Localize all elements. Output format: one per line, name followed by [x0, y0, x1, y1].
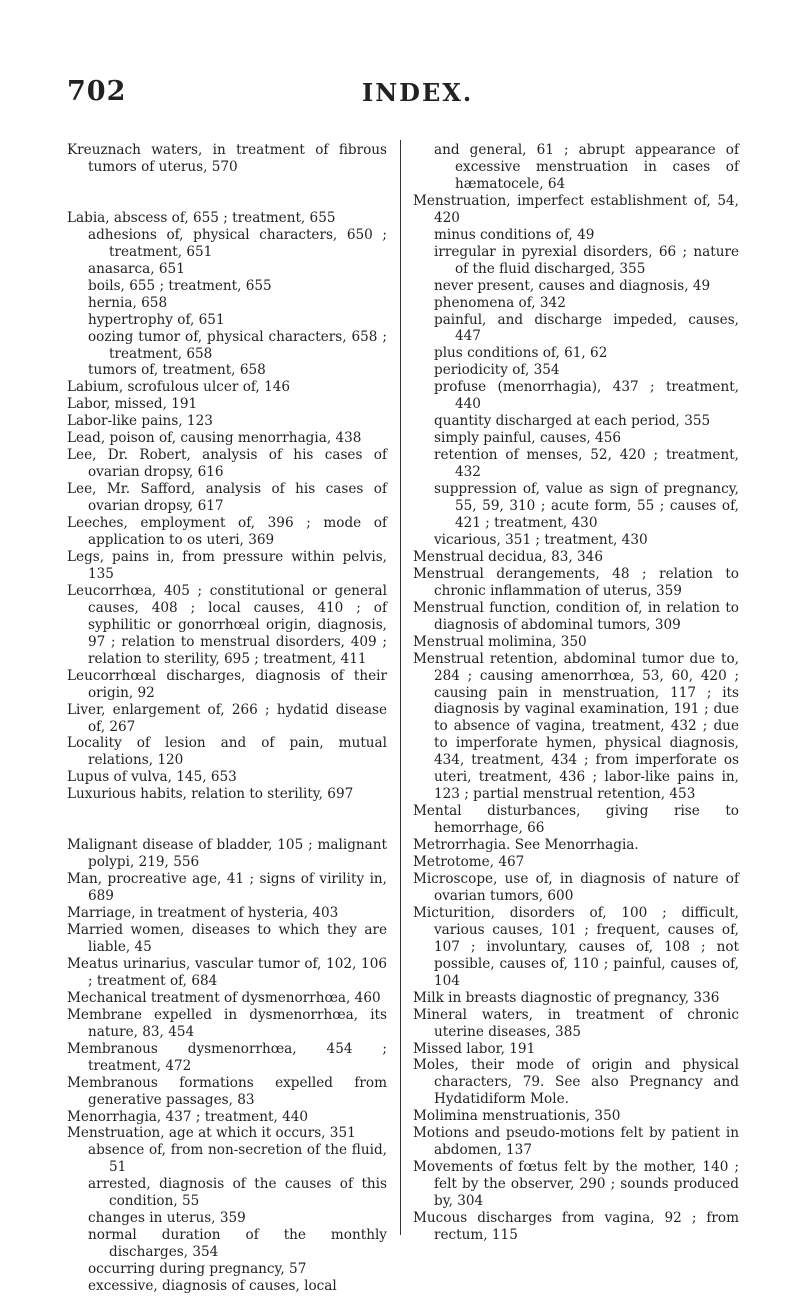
index-entry: Labor-like pains, 123 — [67, 413, 213, 430]
section-gap — [67, 176, 387, 210]
index-entry: Meatus urinarius, vascular tumor of, 102, 106 ; treatment of, 684 — [67, 955, 387, 989]
index-subentry: minus conditions of, 49 — [434, 226, 595, 243]
section-gap — [67, 803, 387, 837]
index-subentry: normal duration of the monthly discharges, 354 — [88, 1227, 387, 1261]
index-subentry: oozing tumor of, physical characters, 658 ; treatment, 658 — [88, 328, 387, 362]
index-entry: Mental disturbances, giving rise to hemorrhage, 66 — [413, 803, 739, 837]
index-column-right — [413, 142, 739, 1244]
index-entry: Missed labor, 191 — [413, 1040, 536, 1057]
index-subentry: suppression of, value as sign of pregnancy, 55, 59, 310 ; acute form, 55 ; causes of, 421 ; treatment, 430 — [434, 481, 739, 531]
index-entry: Lead, poison of, causing menorrhagia, 438 — [67, 430, 362, 447]
index-entry: Labor, missed, 191 — [67, 396, 198, 413]
index-entry: Liver, enlargement of, 266 ; hydatid disease of, 267 — [67, 701, 387, 735]
index-subentry: profuse (menorrhagia), 437 ; treatment, 440 — [434, 379, 739, 413]
index-entry: Leucorrhœa, 405 ; constitutional or general causes, 408 ; local causes, 410 ; of syphilitic or gonorrhœal origin, diagnosis, 97 ; relation to menstrual disorders, 409 ; relation to sterility, 695 ; treatment, 411 — [67, 582, 387, 667]
index-entry: Menstrual molimina, 350 — [413, 633, 587, 650]
index-entry: Membrane expelled in dysmenorrhœa, its nature, 83, 454 — [67, 1006, 387, 1040]
index-entry: Moles, their mode of origin and physical characters, 79. See also Pregnancy and Hydatidiform Mole. — [413, 1057, 739, 1108]
column-divider — [400, 140, 401, 1235]
index-subentry: absence of, from non-secretion of the fluid, 51 — [88, 1142, 387, 1176]
index-entry: Molimina menstruationis, 350 — [413, 1108, 621, 1125]
index-entry: Microscope, use of, in diagnosis of nature of ovarian tumors, 600 — [413, 870, 739, 904]
index-subentry: quantity discharged at each period, 355 — [434, 413, 711, 430]
index-entry: Menstrual function, condition of, in relation to diagnosis of abdominal tumors, 309 — [413, 599, 739, 633]
index-subentry: periodicity of, 354 — [434, 362, 560, 379]
index-column-left — [67, 142, 387, 1295]
index-subentry: vicarious, 351 ; treatment, 430 — [434, 531, 648, 548]
index-entry: Luxurious habits, relation to sterility, 697 — [67, 786, 354, 803]
index-entry: Milk in breasts diagnostic of pregnancy, 336 — [413, 989, 720, 1006]
index-entry: Membranous dysmenorrhœa, 454 ; treatment, 472 — [67, 1040, 387, 1074]
page-header — [67, 76, 739, 112]
index-entry: Menorrhagia, 437 ; treatment, 440 — [67, 1108, 309, 1125]
index-subentry: hernia, 658 — [88, 294, 168, 311]
index-entry: Lee, Dr. Robert, analysis of his cases of ovarian dropsy, 616 — [67, 447, 387, 481]
index-entry: Lupus of vulva, 145, 653 — [67, 769, 237, 786]
index-entry: Mechanical treatment of dysmenorrhœa, 460 — [67, 989, 381, 1006]
index-entry: Leeches, employment of, 396 ; mode of application to os uteri, 369 — [67, 515, 387, 549]
index-entry: Micturition, disorders of, 100 ; difficult, various causes, 101 ; frequent, causes of, 107 ; involuntary, causes of, 108 ; not possible, causes of, 110 ; painful, causes of, 104 — [413, 904, 739, 989]
index-entry: Lee, Mr. Safford, analysis of his cases of ovarian dropsy, 617 — [67, 481, 387, 515]
index-entry: Menstrual decidua, 83, 346 — [413, 548, 603, 565]
index-entry: Malignant disease of bladder, 105 ; malignant polypi, 219, 556 — [67, 837, 387, 871]
index-subentry: painful, and discharge impeded, causes, 447 — [434, 311, 739, 345]
index-entry: Labia, abscess of, 655 ; treatment, 655 — [67, 209, 336, 226]
index-entry: Legs, pains in, from pressure within pelvis, 135 — [67, 548, 387, 582]
index-subentry: adhesions of, physical characters, 650 ; treatment, 651 — [88, 226, 387, 260]
index-entry: Mineral waters, in treatment of chronic uterine diseases, 385 — [413, 1006, 739, 1040]
index-entry: Menstruation, age at which it occurs, 351 — [67, 1125, 356, 1142]
page-title: INDEX. — [362, 78, 474, 107]
index-subentry: boils, 655 ; treatment, 655 — [88, 277, 272, 294]
index-entry: Leucorrhœal discharges, diagnosis of their origin, 92 — [67, 667, 387, 701]
index-entry: Metrotome, 467 — [413, 854, 525, 871]
index-entry: Locality of lesion and of pain, mutual relations, 120 — [67, 735, 387, 769]
index-subentry: plus conditions of, 61, 62 — [434, 345, 608, 362]
index-entry: Mucous discharges from vagina, 92 ; from rectum, 115 — [413, 1210, 739, 1243]
index-entry: Marriage, in treatment of hysteria, 403 — [67, 905, 339, 922]
index-entry: Menstrual retention, abdominal tumor due to, 284 ; causing amenorrhœa, 53, 60, 420 ; causing pain in menstruation, 117 ; its diagnosis by vaginal examination, 191 ; due to absence of vagina, treatment, 432 ; due to imperforate hymen, physical diagnosis, 434, treatment, 434 ; from imperforate os uteri, treatment, 436 ; labor-like pains in, 123 ; partial menstrual retention, 453 — [413, 650, 739, 803]
index-subentry: retention of menses, 52, 420 ; treatment, 432 — [434, 447, 739, 481]
index-subentry: anasarca, 651 — [88, 260, 185, 277]
index-subentry: changes in uterus, 359 — [88, 1210, 246, 1227]
index-subentry: irregular in pyrexial disorders, 66 ; nature of the fluid discharged, 355 — [434, 243, 739, 277]
index-subentry: hypertrophy of, 651 — [88, 311, 225, 328]
index-entry: Membranous formations expelled from generative passages, 83 — [67, 1074, 387, 1108]
index-subentry: phenomena of, 342 — [434, 294, 566, 311]
index-subentry: and general, 61 ; abrupt appearance of excessive menstruation in cases of hæmatocele, 64 — [434, 142, 739, 192]
page-number: 702 — [67, 76, 127, 107]
index-subentry: excessive, diagnosis of causes, local — [88, 1278, 337, 1295]
index-subentry: simply painful, causes, 456 — [434, 430, 622, 447]
index-subentry: occurring during pregnancy, 57 — [88, 1261, 307, 1278]
index-subentry: never present, causes and diagnosis, 49 — [434, 277, 711, 294]
index-entry: Labium, scrofulous ulcer of, 146 — [67, 379, 291, 396]
index-entry: Kreuznach waters, in treatment of fibrous tumors of uterus, 570 — [67, 142, 387, 175]
index-entry: Married women, diseases to which they are liable, 45 — [67, 922, 387, 955]
index-entry: Movements of fœtus felt by the mother, 140 ; felt by the observer, 290 ; sounds produced by, 304 — [413, 1159, 739, 1210]
index-entry: Metrorrhagia. See Menorrhagia. — [413, 837, 639, 854]
index-entry: Menstruation, imperfect establishment of, 54, 420 — [413, 192, 739, 226]
index-entry: Motions and pseudo-motions felt by patient in abdomen, 137 — [413, 1125, 739, 1159]
index-entry: Menstrual derangements, 48 ; relation to chronic inflammation of uterus, 359 — [413, 565, 739, 599]
index-entry: Man, procreative age, 41 ; signs of virility in, 689 — [67, 871, 387, 905]
index-subentry: arrested, diagnosis of the causes of this condition, 55 — [88, 1176, 387, 1210]
index-subentry: tumors of, treatment, 658 — [88, 362, 266, 379]
